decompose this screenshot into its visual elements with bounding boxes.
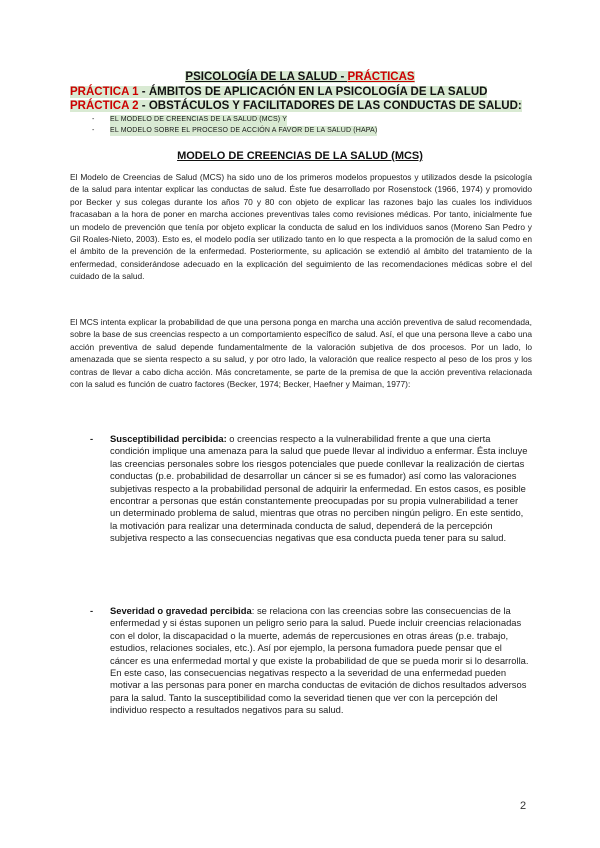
page-number: 2 [520,800,527,812]
subitem-dash: - [92,116,95,123]
bullet-susceptibilidad [90,433,530,545]
practica-1-heading [70,85,550,99]
paragraph-mcs: El MCS intenta explicar la probabilidad de que una persona ponga en marcha una acción preventiva de salud recomendada, sobre la base de sus creencias respecto a un comportamiento específico de salud. Así, el que una persona lleve a cabo una acción preventiva de salud depende fundamentalmente de la valoración subjetiva de dos procesos. Por un lado, lo amenazada que se sienta respecto a su salud, y por otro lado, la valoración que realice respecto al peso de los pros y los contras de llevar a cabo dicha acción. Más concretamente, se parte de la premisa de que la acción preventiva relacionada con la salud es función de cuatro factores (Becker, 1974; Becker, Haefner y Maiman, 1977): [70,317,532,390]
title-main: PSICOLOGÍA DE LA SALUD - [185,71,348,83]
practica-2-subitems [92,115,532,136]
bullet-dash: - [90,605,94,616]
section-title: MODELO DE CREENCIAS DE LA SALUD (MCS) [177,150,423,162]
bullet-term: Susceptibilidad percibida: [110,433,227,444]
bullet-term: Severidad o gravedad percibida [110,605,252,616]
subitem-text: EL MODELO SOBRE EL PROCESO DE ACCIÓN A FAVOR DE LA SALUD (HAPA) [110,126,377,137]
bullet-body [110,433,530,545]
title-accent: PRÁCTICAS [347,71,415,83]
bullet-text: o creencias respecto a la vulnerabilidad frente a que una cierta condición implique una amenaza para la salud que puede llevar al individuo a enfermar. Ésta incluye las creencias personales sobre los riesgos potenciales que puede conllevar la realización de ciertas conductas (p.e. probabilidad de desarrollar un cáncer si se es fumador) así como las valoraciones subjetivas respecto a la probabilidad personal de adquirir la enfermedad. En estos casos, es posible encontrar a personas que están constantemente preocupadas por su propia vulnerabilidad a tener un determinado problema de salud, mientras que otras no perciben ningún peligro. En este sentido, la motivación para realizar una determinada conducta de salud, dependerá de la percepción subjetiva respecto a las consecuencias negativas que esa conducta pueda tener para su salud. [110,433,528,544]
subitem-text: EL MODELO DE CREENCIAS DE LA SALUD (MCS) Y [110,115,287,126]
subitem-dash: - [92,126,95,134]
practica-2-label: PRÁCTICA 2 [70,100,139,112]
subitem [92,126,532,137]
practica-1-text: - ÁMBITOS DE APLICACIÓN EN LA PSICOLOGÍA DE LA SALUD [138,86,488,98]
bullet-text: : se relaciona con las creencias sobre las consecuencias de la enfermedad y si éstas suponen un peligro serio para la salud. Puede incluir creencias relacionadas con el dolor, la discapacidad o la muerte, además de repercusiones en otras áreas (p.e. trabajo, estudios, relaciones sociales, etc.). Así por ejemplo, la persona fumadora puede pensar que el cáncer es una enfermedad mortal y que existe la probabilidad de que se pueda morir si lo desarrolla. En este caso, las consecuencias negativas respecto a la severidad de una enfermedad pueden motivar a las personas para poner en marcha conductas de evitación de dichos resultados adversos para la salud. Tanto la susceptibilidad como la severidad tienen que ver con la percepción del individuo respecto a resultados negativos para su salud. [110,605,529,716]
bullet-severidad [90,605,530,717]
practica-2-text: - OBSTÁCULOS Y FACILITADORES DE LAS CONDUCTAS DE SALUD: [138,100,522,112]
subitem [92,115,532,126]
document-title [70,70,530,84]
practica-1-label: PRÁCTICA 1 [70,86,139,98]
paragraph-intro: El Modelo de Creencias de Salud (MCS) ha sido uno de los primeros modelos propuestos y utilizados desde la psicología de la salud para intentar explicar las conductas de salud. Éste fue desarrollado por Rosenstock (1966, 1974) y promovido por Becker y sus colegas durante los años 70 y 80 con objeto de explicar las razones bajo las cuales los individuos fracasaban a la hora de poner en marcha acciones preventivas tales como revisiones médicas. Por tanto, inicialmente fue un modelo de prevención que tenía por objeto explicar la conducta de salud en los individuos sanos (Moreno San Pedro y Gil Roales-Nieto, 2003). Esto es, el modelo podía ser utilizado tanto en lo que respecta a la promoción de la salud como en el ámbito de la prevención de la enfermedad. Posteriormente, su aplicación se extendió al ámbito del tratamiento de la enfermedad, considerándose adecuado en la explicación del seguimiento de las recomendaciones médicas sobre el del cuidado de la salud. [70,172,532,282]
bullet-dash: - [90,433,94,444]
practica-2-heading [70,99,550,113]
bullet-body [110,605,530,717]
list-item [90,605,530,717]
list-item [90,433,530,545]
